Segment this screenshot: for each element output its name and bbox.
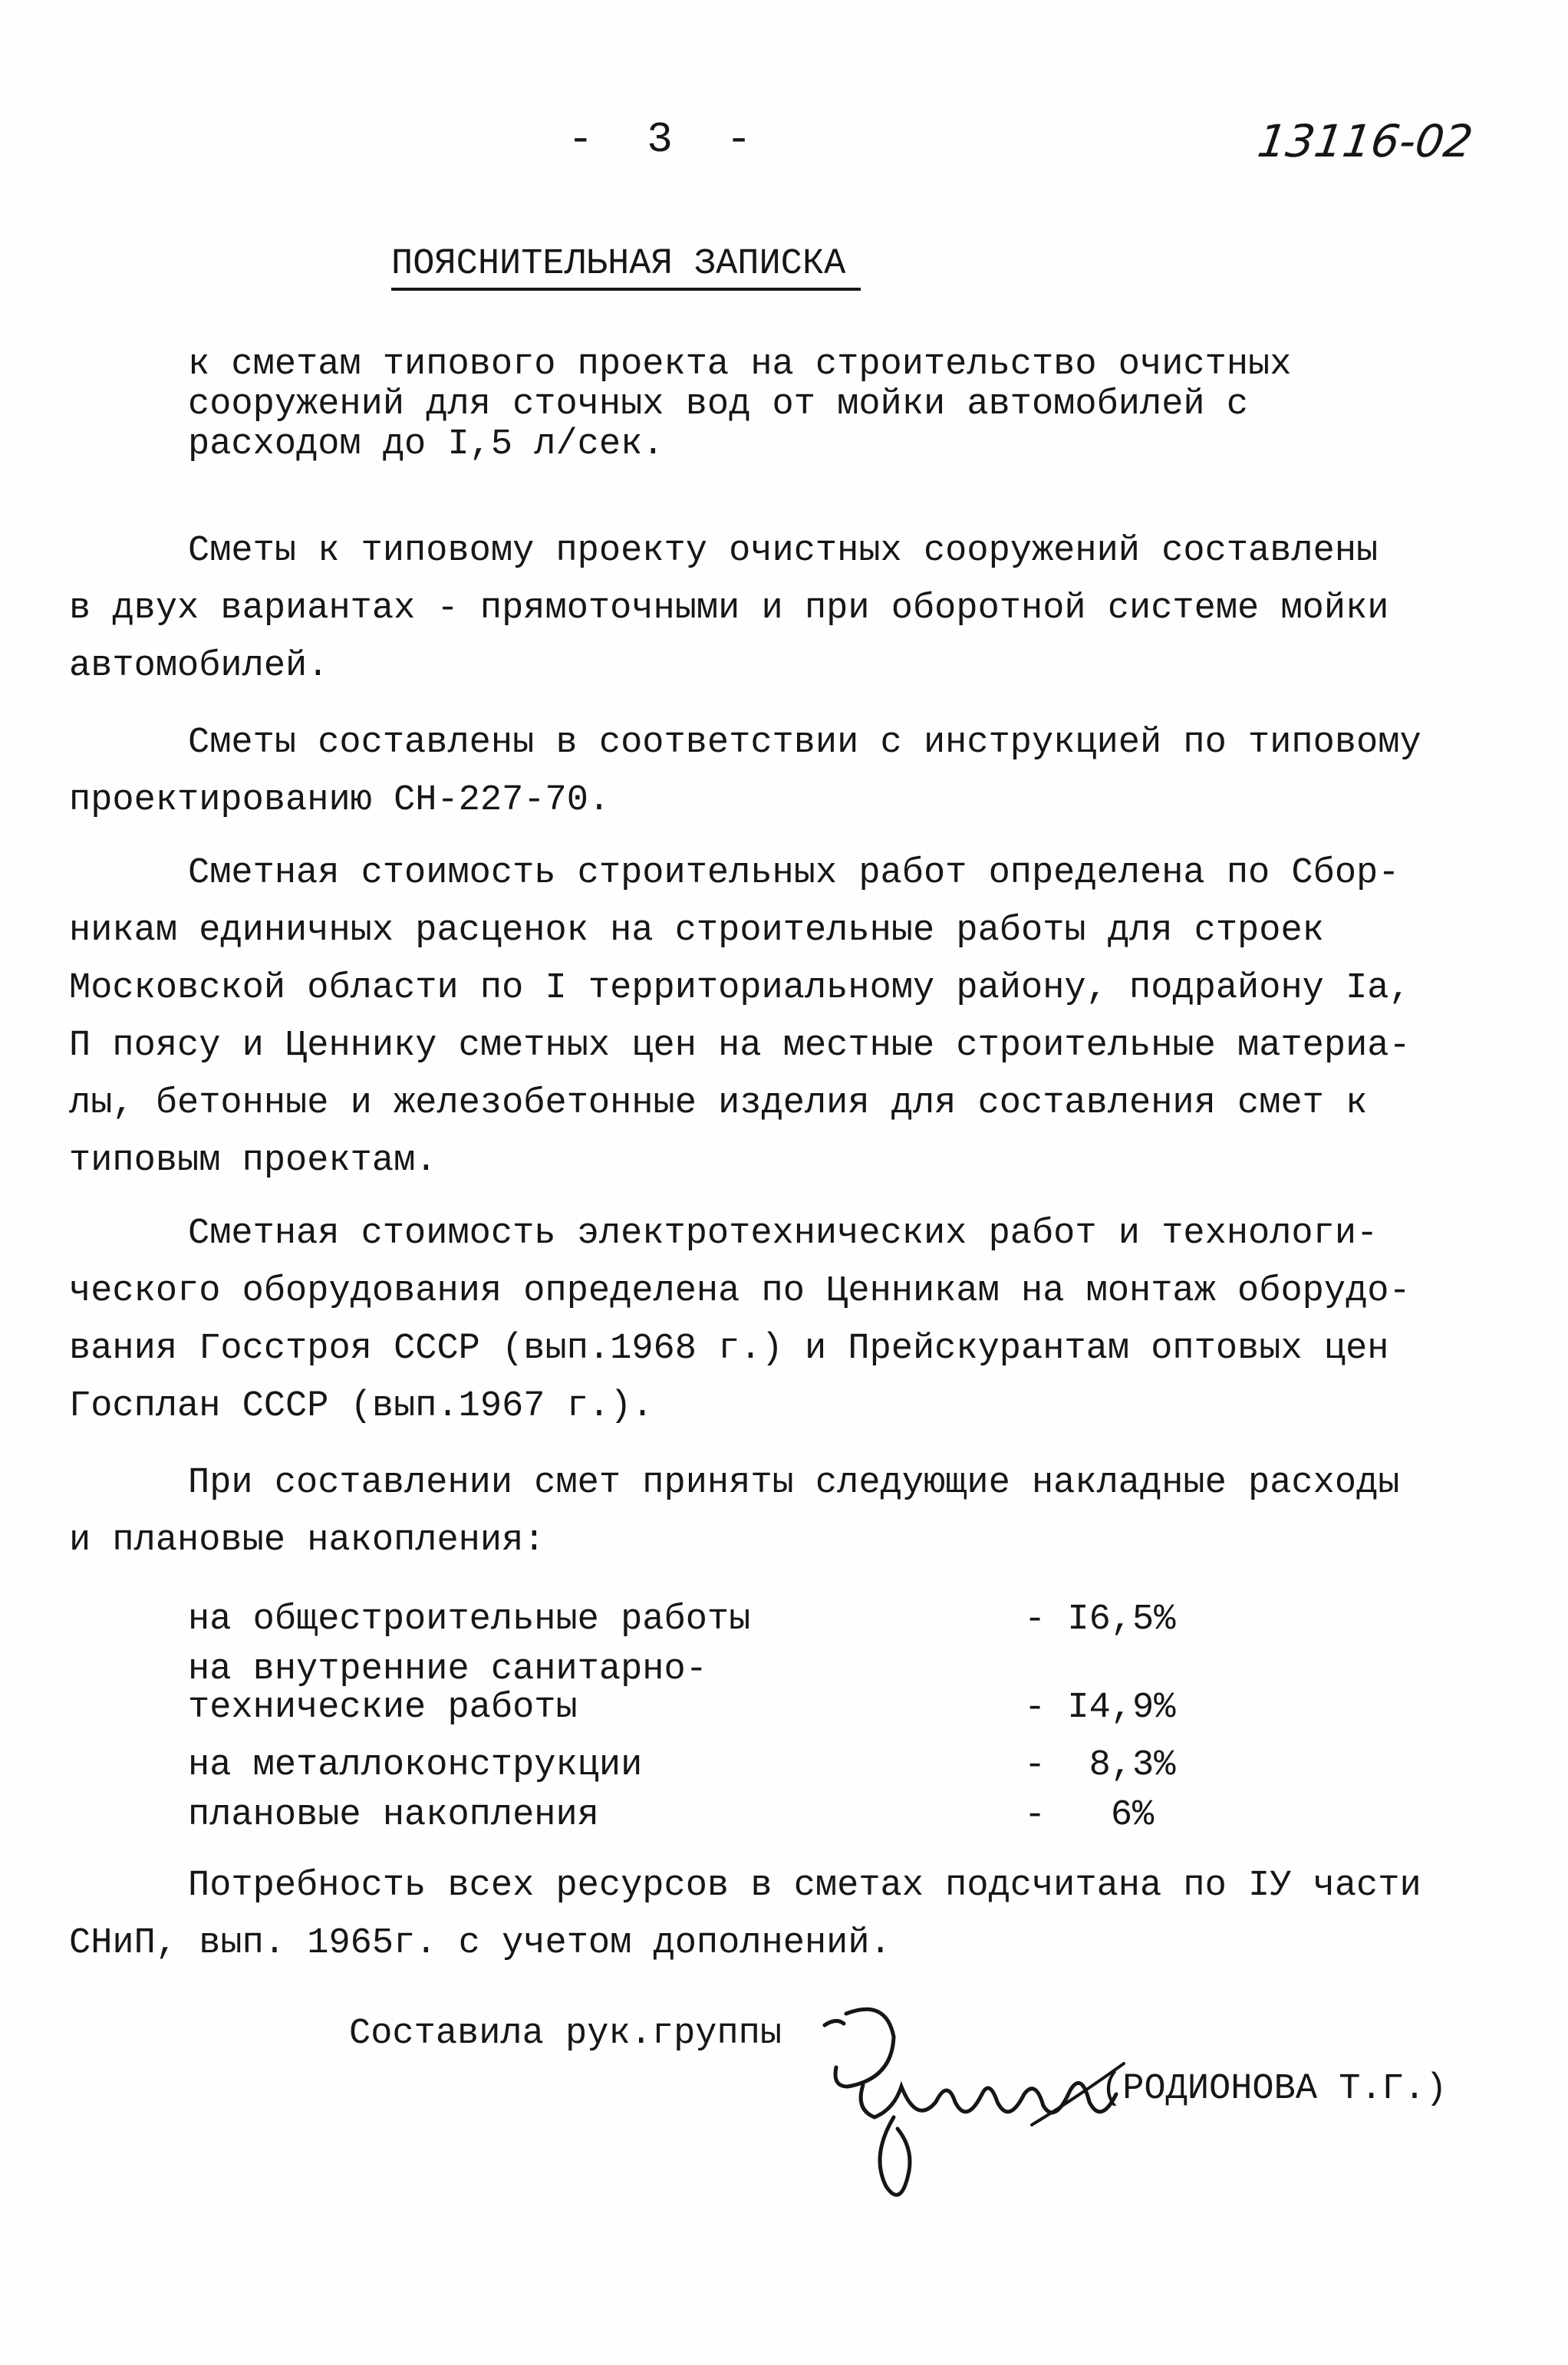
rate-label: на металлоконструкции (188, 1745, 643, 1786)
document-title: ПОЯСНИТЕЛЬНАЯ ЗАПИСКА (391, 244, 861, 291)
rate-value: - I4,9% (1024, 1688, 1176, 1728)
rate-value: - 8,3% (1024, 1745, 1176, 1786)
subtitle-line: расходом до I,5 л/сек. (188, 424, 664, 465)
rate-label: на общестроительные работы (188, 1599, 751, 1640)
rate-label: на внутренние санитарно- (188, 1649, 707, 1690)
rate-label: плановые накопления (188, 1795, 599, 1836)
paragraph-line: Потребность всех ресурсов в сметах подсчитана по IУ части (188, 1866, 1421, 1906)
paragraph-line: Сметная стоимость электротехнических работ и технологи- (188, 1214, 1379, 1254)
rate-label: технические работы (188, 1688, 578, 1728)
paragraph-line: проектированию СН-227-70. (69, 780, 611, 821)
page-number: - 3 - (568, 115, 766, 164)
paragraph-line: Госплан СССР (вып.1967 г.). (69, 1386, 654, 1427)
paragraph-line: Сметы к типовому проекту очистных сооружений составлены (188, 531, 1379, 571)
rate-value: - I6,5% (1024, 1599, 1176, 1640)
paragraph-line: никам единичных расценок на строительные работы для строек (69, 911, 1324, 951)
paragraph-line: в двух вариантах - прямоточными и при оборотной системе мойки (69, 588, 1389, 629)
signature-label: Составила рук.группы (349, 2014, 782, 2054)
paragraph-line: и плановые накопления: (69, 1520, 545, 1561)
document-code: 13116-02 (1254, 115, 1477, 167)
paragraph-line: автомобилей. (69, 646, 329, 687)
subtitle-line: к сметам типового проекта на строительство очистных (188, 344, 1292, 385)
paragraph-line: Сметная стоимость строительных работ определена по Сбор- (188, 853, 1400, 894)
paragraph-line: лы, бетонные и железобетонные изделия для составления смет к (69, 1083, 1368, 1124)
paragraph-line: П поясу и Ценнику сметных цен на местные строительные материа- (69, 1026, 1411, 1066)
paragraph-line: Московской области по I территориальному району, подрайону Iа, (69, 968, 1411, 1009)
paragraph-line: вания Госстроя СССР (вып.1968 г.) и Прейскурантам оптовых цен (69, 1329, 1389, 1369)
paragraph-line: ческого оборудования определена по Ценникам на монтаж оборудо- (69, 1271, 1411, 1312)
rate-value: - 6% (1024, 1795, 1155, 1836)
paragraph-line: Сметы составлены в соответствии с инструкцией по типовому (188, 723, 1421, 763)
subtitle-line: сооружений для сточных вод от мойки автомобилей с (188, 384, 1249, 425)
signer-name: (РОДИОНОВА Т.Г.) (1101, 2069, 1448, 2110)
paragraph-line: СНиП, вып. 1965г. с учетом дополнений. (69, 1923, 891, 1964)
paragraph-line: типовым проектам. (69, 1141, 437, 1181)
paragraph-line: При составлении смет приняты следующие накладные расходы (188, 1463, 1400, 1504)
